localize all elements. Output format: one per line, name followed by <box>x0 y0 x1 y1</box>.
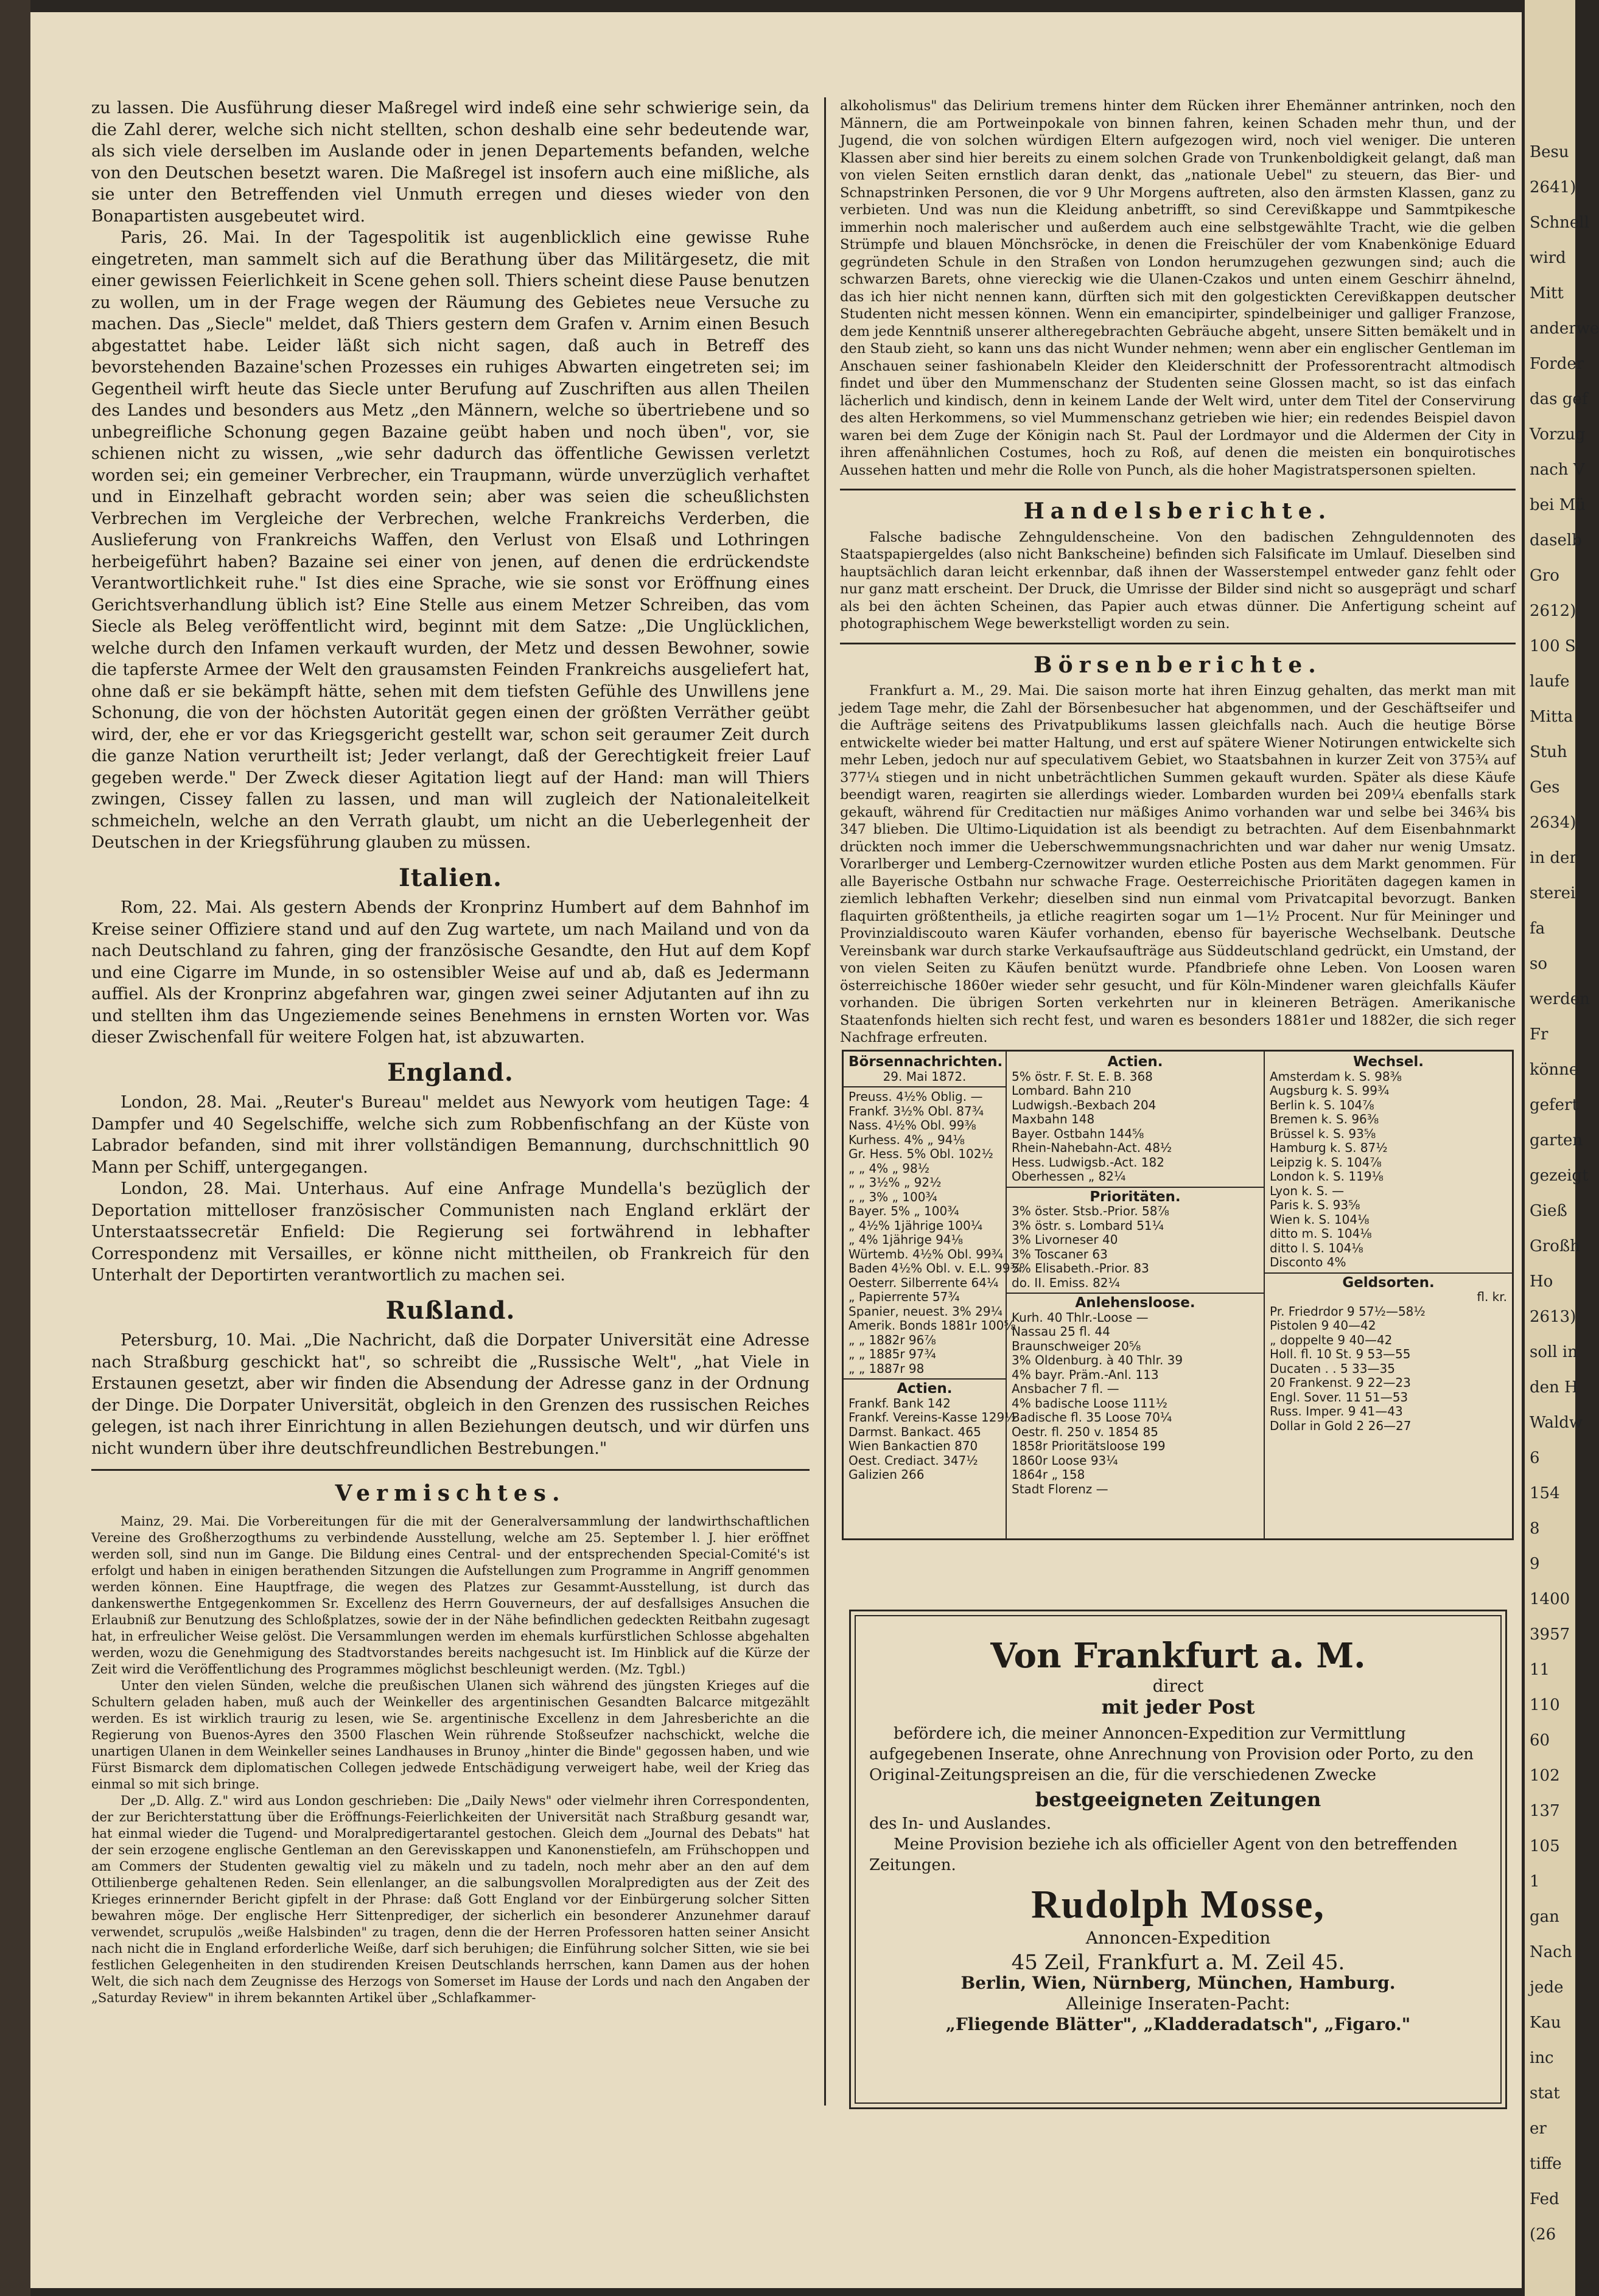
adjacent-page-fragment: werden <box>1530 990 1590 1008</box>
adjacent-page-fragment: gan <box>1530 1908 1559 1926</box>
adjacent-page-fragment: in der <box>1530 849 1577 867</box>
section-rule <box>91 1469 810 1471</box>
heading-russland: Rußland. <box>385 1296 516 1325</box>
heading-vermischtes: Vermischtes. <box>335 1481 566 1506</box>
newspaper-page <box>30 12 1522 2288</box>
exchange-row: Gr. Hess. 5% Obl. 102½ <box>848 1146 993 1161</box>
adjacent-page-fragment: 2613) <box>1530 1308 1576 1326</box>
adjacent-page-fragment: Mitta <box>1530 708 1573 726</box>
article-zehnguldenscheine: Falsche badische Zehnguldenscheine. Von den badischen Zehnguldennoten des Staatspapiergeldes (also nicht Bankscheine) befinden sich Falsificate im Umlauf. Dieselben sind hauptsächlich daran leicht erkennbar, daß ihnen der Wasserstempel entweder ganz fehlt oder nur ganz matt erscheint. Der Druck, die Umrisse der Bilder sind nicht so ausgeprägt und scharf als bei den ächten Scheinen, das Papier auch etwas dünner. Die Anfertigung scheint auf photographischem Wege bewerkstelligt worden zu sein. <box>840 529 1516 632</box>
adjacent-page-fragment: wird <box>1530 249 1566 267</box>
right-column <box>840 97 1516 1047</box>
adjacent-page-fragment: 105 <box>1530 1837 1560 1855</box>
adjacent-page-fragment: Forder <box>1530 355 1584 373</box>
exchange-row: Nass. 4½% Obl. 99⅜ <box>848 1118 976 1132</box>
actien-heading: Actien. <box>1107 1054 1163 1070</box>
exchange-row: Disconto 4% <box>1270 1255 1346 1269</box>
adjacent-page-fragment: Fr <box>1530 1025 1548 1044</box>
exchange-row: Bayer. Ostbahn 144⅝ <box>1012 1126 1144 1141</box>
article-paragraph: zu lassen. Die Ausführung dieser Maßregel wird indeß eine sehr schwierige sein, da die Zahl derer, welche sich nicht stellten, schon deshalb eine sehr bedeutende war, als sich viele derselben im Auslande oder in jenen Departements befanden, welche von den Deutschen besetzt waren. Die Maßregel ist insofern auch eine mißliche, als sie unter den Betreffenden viel Unmuth erregen und dieses wieder von den Bonapartisten ausgebeutet wird. <box>91 99 810 226</box>
exchange-row: Bayer. 5% „ 100¾ <box>848 1204 959 1218</box>
ad-papers: „Fliegende Blätter", „Kladderadatsch", „Figaro." <box>945 2014 1411 2034</box>
adjacent-page-fragment: Gro <box>1530 567 1559 585</box>
adjacent-page-fragment: 110 <box>1530 1696 1560 1714</box>
exchange-row: Oestr. fl. 250 v. 1854 85 <box>1012 1424 1158 1439</box>
exchange-column-1 <box>844 1052 1022 1538</box>
adjacent-page-fragment: 9 <box>1530 1555 1540 1573</box>
exchange-row: „ „ 1885r 97¾ <box>848 1347 936 1361</box>
exchange-row: 4% bayr. Präm.-Anl. 113 <box>1012 1367 1159 1382</box>
adjacent-page-fragment: Nach <box>1530 1943 1572 1961</box>
adjacent-page-fragment: (26 <box>1530 2225 1556 2244</box>
exchange-row: „ 4½% 1jährige 100¼ <box>848 1218 983 1233</box>
ad-address: 45 Zeil, Frankfurt a. M. Zeil 45. <box>1011 1950 1345 1975</box>
prioritaeten-list <box>1012 1204 1259 1290</box>
adjacent-page-fragment: 6 <box>1530 1449 1540 1467</box>
adjacent-page-fragment: Ho <box>1530 1272 1553 1291</box>
exchange-row: 3% Toscaner 63 <box>1012 1246 1108 1261</box>
bonds-list <box>848 1089 1022 1376</box>
ad-subtitle: Annoncen-Expedition <box>1085 1928 1271 1948</box>
exchange-row: Oberhessen „ 82¼ <box>1012 1169 1126 1184</box>
exchange-row: Spanier, neuest. 3% 29¼ <box>848 1303 1002 1319</box>
ad-direct: direct <box>1152 1676 1204 1696</box>
exchange-row: Maxbahn 148 <box>1012 1112 1095 1126</box>
adjacent-page-fragment: Vorzug <box>1530 425 1586 444</box>
exchange-date: 29. Mai 1872. <box>883 1069 967 1084</box>
exchange-column-2 <box>1007 1052 1265 1538</box>
exchange-row: London k. S. 119⅛ <box>1270 1169 1384 1184</box>
adjacent-page-fragment: garten <box>1530 1131 1583 1150</box>
adjacent-page-fragment: so <box>1530 955 1547 973</box>
adjacent-page-fragment: 137 <box>1530 1802 1560 1820</box>
article-london-3: Der „D. Allg. Z." wird aus London geschrieben: Die „Daily News" oder vielmehr ihren Correspondenten, der zur Berichterstattung über die Eröffnungs-Feierlichkeiten der Universität nach Straßburg gesandt war, hat einmal wieder die Tugend- und Moralpredigertarantel gestochen. Gleich dem „Journal des Debats" hat der sein erzogene englische Gentleman an den Gerevisskappen und Kanonenstiefeln, am Frühschoppen und am Commers der Studenten gewaltig viel zu mäkeln und zu tadeln, noch mehr aber an den auf dem Ottilienberge gehaltenen Reden. Sein ellenlanger, an die salbungsvollen Moralpredigten aus der Zeit des Krieges erinnernder Bericht gipfelt in der Phrase: daß Gott England vor der Einbürgerung solcher Sitten bewahren möge. Der englische Herr Sittenprediger, der sicherlich ein besonderer Anzunehmer darauf verwendet, scrupulös „weiße Halsbinden" zu tragen, denn die der Herren Professoren hatten seiner Ansicht nach nicht die in England erforderliche Weiße, darf sich beruhigen; die Einführung solcher Sitten, wie sie bei festlichen Gelegenheiten in den studirenden Kreisen Deutschlands herrschen, kann Damen aus der hohen Welt, die sich nach dem Zeugnisse des Herzogs von Somerset im Hause der Lords und nach den Angaben der „Saturday Review" in ihrem bekannten Artikel über „Schlafkammer- <box>91 1793 810 2005</box>
adjacent-page-fragment: Gieß <box>1530 1202 1567 1220</box>
heading-boersenberichte: Börsenberichte. <box>1034 652 1322 678</box>
section-rule <box>840 489 1516 490</box>
exchange-row: 20 Frankenst. 9 22—23 <box>1270 1375 1411 1390</box>
adjacent-page-fragment: Fed <box>1530 2190 1559 2208</box>
ad-text-2: des In- und Auslandes. <box>869 1815 1052 1833</box>
adjacent-page-fragment: 154 <box>1530 1484 1560 1502</box>
article-ulanen: Unter den vielen Sünden, welche die preußischen Ulanen sich während des jüngsten Krieges auf die Schultern geladen haben, muß auch der Weinkeller des argentinischen Gesandten Balcarce mitgezählt werden. Es ist wirklich traurig zu lesen, wie Se. argentinische Excellenz in dem Jahresberichte an die Regierung von Buenos-Ayres den 3500 Flaschen Wein rührende Stoßseufzer nachschickt, welche die unartigen Ulanen in dem Weinkeller seines Landhauses in Brunoy „hinter die Binde" gegossen haben, und wie Fürst Bismarck dem diplomatischen Collegen jedwede Entschädigung verweigert habe, weil der Krieg das einmal so mit sich bringe. <box>91 1678 810 1792</box>
exchange-row: Nassau 25 fl. 44 <box>1012 1324 1110 1339</box>
exchange-row: Darmst. Bankact. 465 <box>848 1424 981 1439</box>
exchange-row: Rhein-Nahebahn-Act. 48½ <box>1012 1140 1172 1155</box>
exchange-row: Frankf. 3½% Obl. 87¾ <box>848 1103 984 1118</box>
adjacent-page-fragment: Großh <box>1530 1237 1580 1255</box>
exchange-row: „ 4% 1jährige 94⅛ <box>848 1232 963 1247</box>
exchange-row: ditto l. S. 104⅛ <box>1270 1240 1363 1255</box>
exchange-row: Wien Bankactien 870 <box>848 1439 978 1453</box>
exchange-row: Berlin k. S. 104⅞ <box>1270 1097 1374 1112</box>
wechsel-list <box>1270 1070 1507 1270</box>
exchange-row: „ doppelte 9 40—42 <box>1270 1332 1393 1347</box>
exchange-row: „ „ 3% „ 100¾ <box>848 1189 937 1204</box>
exchange-row: Ducaten . . 5 33—35 <box>1270 1361 1395 1376</box>
adjacent-page-fragment: 1400 <box>1530 1590 1570 1608</box>
exchange-row: Russ. Imper. 9 41—43 <box>1270 1404 1403 1418</box>
adjacent-page-fragment: 102 <box>1530 1767 1560 1785</box>
exchange-title: Börsennachrichten. <box>848 1054 1003 1070</box>
adjacent-page-fragment: Stuh <box>1530 743 1567 761</box>
exchange-row: Leipzig k. S. 104⅞ <box>1270 1154 1382 1170</box>
exchange-row: Brüssel k. S. 93⅝ <box>1270 1126 1376 1141</box>
bank-actien-list <box>848 1395 1016 1482</box>
exchange-row: ditto m. S. 104⅛ <box>1270 1226 1372 1241</box>
ad-zeitungen: bestgeeigneten Zeitungen <box>1035 1788 1321 1811</box>
anlehensloose-heading: Anlehensloose. <box>1075 1295 1195 1311</box>
adjacent-page-fragment: Waldw <box>1530 1414 1583 1432</box>
adjacent-page-fragment: er <box>1530 2120 1547 2138</box>
exchange-row: „ „ 1882r 96⅞ <box>848 1332 936 1347</box>
adjacent-page-fragment: gezeigt <box>1530 1167 1589 1185</box>
exchange-row: 1860r Loose 93¼ <box>1012 1453 1118 1468</box>
wechsel-heading: Wechsel. <box>1352 1054 1424 1070</box>
article-london-2: London, 28. Mai. Unterhaus. Auf eine Anfrage Mundella's bezüglich der Deportation mittelloser französischer Communisten nach England erklärt der Unterstaatssecretär Enfield: Die Regierung sei fortwährend in lebhafter Correspondenz mit Versailles, er könne nicht mittheilen, ob Frankreich für den Unterhalt der Deportirten verantwortlich zu machen sei. <box>91 1179 810 1285</box>
exchange-row: Holl. fl. 10 St. 9 53—55 <box>1270 1347 1411 1361</box>
article-london-1: London, 28. Mai. „Reuter's Bureau" meldet aus Newyork vom heutigen Tage: 4 Dampfer und 40 Segelschiffe, welche sich zum Robbenfischfang an der Küste von Labrador befanden, sind mit ihrer vollständigen Bemannung, durchschnittlich 90 Mann per Schiff, untergegangen. <box>91 1093 810 1177</box>
exchange-row: Pr. Friedrdor 9 57½—58½ <box>1270 1303 1426 1319</box>
ad-pacht: Alleinige Inseraten-Pacht: <box>1066 1994 1290 2014</box>
ad-post: mit jeder Post <box>1101 1695 1255 1719</box>
exchange-row: 3% östr. s. Lombard 51¼ <box>1012 1218 1164 1233</box>
binding-spine <box>0 0 30 2296</box>
adjacent-page-fragment: jede <box>1530 1978 1564 1997</box>
adjacent-page-fragment: anderwe <box>1530 319 1599 338</box>
exchange-row: 5% Elisabeth.-Prior. 83 <box>1012 1261 1149 1275</box>
adjacent-page-fragment: sterei <box>1530 884 1576 902</box>
rail-actien-list <box>1012 1070 1259 1184</box>
exchange-row: „ „ 1887r 98 <box>848 1361 925 1376</box>
exchange-row: Hamburg k. S. 87½ <box>1270 1140 1388 1155</box>
article-continuation: alkoholismus" das Delirium tremens hinter dem Rücken ihrer Ehemänner antrinken, noch den Männern, die am Portweinpokale von binnen fahren, keinen Schaden mehr thun, und der Jugend, die von solchen würdigen Eltern aufgezogen wird, noch viel weniger. Die unteren Klassen aber sind hier bereits zu einem solchen Grade von Trunkenboldigkeit gelangt, daß man von vielen Seiten ernstlich daran denkt, das „nationale Uebel" zu steuern, das Bier- und Schnapstrinken Personen, die vor 9 Uhr Morgens auftreten, also den ärmsten Klassen, ganz zu verbieten. Und was nun die Kleidung anbetrifft, so sind Cerevißkappe und Sammtpikesche immerhin noch malerischer und außerdem auch eine selbstgewählte Tracht, wie die gelben Strümpfe und blauen Mönchsröcke, in denen die Freischüler der vom Knabenkönige Eduard gegründeten Schule in den Straßen von London herumzugehen gezwungen sind; auch die schwarzen Barets, ohne viereckig wie die Ulanen-Czakos und unten einem Geschirr ähnelnd, das ich hier nicht nennen kann, dürften sich mit den golgestickten Cerevißkappen deutscher Studenten nicht messen können. Wenn ein emancipirter, spindelbeiniger und galliger Franzose, dem jede Kenntniß unserer altheregebrachten Gebräuche abgeht, unsere Sitten bemäkelt und in den Staub zieht, so kann uns das nicht Wunder nehmen; wenn aber ein englischer Gentleman im Anschauen seiner fashionabeln Kleider den Kleiderschnitt der Professorentracht altmodisch findet und über den Mummenschanz der Studenten seine Glossen macht, so ist das einfach lächerlich und kindisch, denn in keinem Lande der Welt wird, unter dem Titel der Conservirung des alten Herkommens, so viel Mummenschanz getrieben wie hier; ein redendes Beispiel davon waren bei dem Zuge der Königin nach St. Paul der Lordmayor und die Aldermen der City in ihren affenähnlichen Costumes, hoch zu Roß, auf denen die meisten ein bonquirotisches Aussehen hatten und mehr die Rolle von Punch, als die hoher Magistratspersonen spielten. <box>840 98 1516 478</box>
exchange-row: Amsterdam k. S. 98⅜ <box>1270 1069 1402 1084</box>
adjacent-page-edge <box>1525 0 1599 2296</box>
ad-title: Von Frankfurt a. M. <box>990 1636 1366 1676</box>
advertisement-mosse <box>849 1610 1507 2109</box>
exchange-row: Amerik. Bonds 1881r 100⅝ <box>848 1318 1016 1333</box>
exchange-row: Preuss. 4½% Oblig. — <box>848 1089 983 1104</box>
ad-text-3: Meine Provision beziehe ich als officieller Agent von den betreffenden Zeitungen. <box>869 1835 1458 1874</box>
adjacent-page-fragment: Schnell <box>1530 214 1589 232</box>
exchange-row: „ „ 4% „ 98½ <box>848 1160 930 1176</box>
adjacent-page-fragment: 8 <box>1530 1520 1540 1538</box>
geldsorten-heading: Geldsorten. <box>1342 1274 1435 1291</box>
exchange-row: Hess. Ludwigsb.-Act. 182 <box>1012 1154 1164 1170</box>
exchange-row: Kurhess. 4% „ 94⅛ <box>848 1132 965 1147</box>
article-rom: Rom, 22. Mai. Als gestern Abends der Kronprinz Humbert auf dem Bahnhof im Kreise seiner Offiziere stand und auf den Zug wartete, um nach Mailand und von da nach Deutschland zu fahren, ging der französische Gesandte, den Hut auf dem Kopf und eine Cigarre im Munde, in so ostensibler Weise auf und ab, daß es Jedermann auffiel. Als der Kronprinz abgefahren war, gingen zwei seiner Adjutanten auf ihn zu und stellten ihm das Ungeziemende seines Benehmens in ernsten Worten vor. Was dieser Zwischenfall für weitere Folgen hat, ist abzuwarten. <box>91 898 810 1047</box>
exchange-row: Oesterr. Silberrente 64¼ <box>848 1275 999 1290</box>
adjacent-page-fragment: bei Mü <box>1530 496 1586 514</box>
exchange-row: 3% Livorneser 40 <box>1012 1232 1118 1247</box>
exchange-row: „ Papierrente 57¾ <box>848 1289 960 1304</box>
exchange-row: Bremen k. S. 96⅜ <box>1270 1112 1379 1126</box>
exchange-row: Frankf. Bank 142 <box>848 1395 951 1411</box>
adjacent-page-fragment: laufe <box>1530 672 1570 691</box>
adjacent-page-fragment: inc <box>1530 2049 1554 2067</box>
exchange-row: Kurh. 40 Thlr.-Loose — <box>1012 1310 1149 1325</box>
article-paris: Paris, 26. Mai. In der Tagespolitik ist augenblicklich eine gewisse Ruhe eingetreten, man sammelt sich auf die Berathung über das Militärgesetz, die mit einer gewissen Feierlichkeit in Scene gehen soll. Thiers scheint diese Pause benutzen zu wollen, um in der Frage wegen der Räumung des Gebietes neue Versuche zu machen. Das „Siecle" meldet, daß Thiers gestern dem Grafen v. Arnim einen Besuch abgestattet habe. Leider läßt sich nicht sagen, daß auch in Betreff des bevorstehenden Bazaine'schen Prozesses ein ruhiges Abwarten eingetreten sei; im Gegentheil wirft heute das Siecle unter Berufung auf Zuschriften aus allen Theilen des Landes und besonders aus Metz „den Männern, welche so übertriebene und so unbegreifliche Schonung gegen Bazaine geübt haben und noch üben", vor, sie schienen nicht zu wissen, „wie sehr dadurch das öffentliche Gewissen verletzt worden sei; ein gemeiner Verbrecher, ein Traupmann, würde unverzüglich verhaftet und in Einzelhaft gebracht worden sein; aber was seien die scheußlichsten Verbrechen im Vergleiche der Verbrechen, welche Frankreichs Verderben, die Auslieferung von Frankreichs Waffen, den Verlust von Elsaß und Lothringen herbeigeführt haben? Bazaine sei einer von jenen, auf denen die erdrückendste Verantwortlichkeit ruhe." Ist dies eine Sprache, wie sie sonst vor Eröffnung eines Gerichtsverhandlung üblich ist? Eine Stelle aus einem Metzer Schreiben, das vom Siecle als Beleg veröffentlicht wird, beginnt mit dem Satze: „Die Unglücklichen, welche durch den Infamen verkauft wurden, der Metz und dessen Bewohner, sowie die tapferste Armee der Welt den grausamsten Feinden Frankreichs ausgeliefert hat, ohne daß er sie bekämpft hätte, sehen mit dem tiefsten Gefühle des Unwillens jene Schonung, die von der höchsten Autorität gegen einen der größten Verräther geübt wird, der, ehe er vor das Kriegsgericht gestellt war, schon seit geraumer Zeit durch die ganze Nation verurtheilt ist; Jeder verlangt, daß der Gerechtigkeit freier Lauf gegeben werde." Der Zweck dieser Agitation liegt auf der Hand: man will Thiers zwingen, Cissey fallen zu lassen, und man will zugleich der Nationaleitelkeit schmeicheln, welche an den Verrath glaubt, um nicht an die Ueberlegenheit der Deutschen in der Kriegsführung glauben zu müssen. <box>91 228 810 852</box>
exchange-row: Ludwigsh.-Bexbach 204 <box>1012 1097 1156 1112</box>
exchange-row: 5% östr. F. St. E. B. 368 <box>1012 1069 1153 1084</box>
anlehensloose-list <box>1012 1311 1259 1497</box>
article-petersburg: Petersburg, 10. Mai. „Die Nachricht, daß die Dorpater Universität eine Adresse nach Straßburg geschickt hat", so schreibt die „Russische Welt", „hat Viele in Erstaunen gesetzt, aber wir finden die Absendung der Adresse ganz in der Ordnung der Dinge. Die Dorpater Universität, obgleich in den Grenzen des russischen Reiches gelegen, ist nach ihrer Einrichtung in allen Beziehungen deutsch, und wir dürfen uns nicht wundern über ihre deutschfreundlichen Bestrebungen." <box>91 1331 810 1458</box>
adjacent-page-fragment: Kau <box>1530 2014 1561 2032</box>
adjacent-page-fragment: könne <box>1530 1061 1579 1079</box>
exchange-row: Dollar in Gold 2 26—27 <box>1270 1418 1412 1433</box>
adjacent-page-fragment: den H <box>1530 1378 1578 1397</box>
exchange-row: Wien k. S. 104⅛ <box>1270 1212 1370 1227</box>
exchange-row: Lyon k. S. — <box>1270 1183 1345 1198</box>
geldsorten-list <box>1270 1305 1507 1434</box>
adjacent-page-fragment: 3957 <box>1530 1625 1570 1644</box>
heading-handelsberichte: Handelsberichte. <box>1023 498 1332 524</box>
exchange-row: Braunschweiger 20⅝ <box>1012 1338 1141 1353</box>
section-rule <box>840 643 1516 644</box>
exchange-row: Badische fl. 35 Loose 70¼ <box>1012 1410 1172 1425</box>
exchange-row: „ „ 3½% „ 92½ <box>848 1175 942 1190</box>
adjacent-page-fragment: daselb <box>1530 531 1582 550</box>
exchange-row: Stadt Florenz — <box>1012 1481 1108 1496</box>
adjacent-page-fragment: nach V <box>1530 461 1585 479</box>
exchange-row: Engl. Sover. 11 51—53 <box>1270 1389 1408 1404</box>
exchange-row: 3% öster. Stsb.-Prior. 58⅞ <box>1012 1204 1169 1218</box>
exchange-row: 3% Oldenburg. à 40 Thlr. 39 <box>1012 1353 1183 1367</box>
exchange-table <box>842 1050 1514 1540</box>
exchange-row: 1864r „ 158 <box>1012 1467 1085 1482</box>
adjacent-page-fragment: 2641) <box>1530 178 1576 197</box>
exchange-row: Oest. Crediact. 347½ <box>848 1453 978 1468</box>
exchange-row: Galizien 266 <box>848 1467 925 1482</box>
exchange-row: do. II. Emiss. 82¼ <box>1012 1275 1120 1290</box>
adjacent-page-fragment: Ges <box>1530 778 1560 797</box>
prioritaeten-heading: Prioritäten. <box>1090 1188 1181 1205</box>
left-column <box>91 97 810 2006</box>
adjacent-page-fragment: gefert <box>1530 1096 1578 1114</box>
heading-italien: Italien. <box>399 863 502 892</box>
exchange-row: Ansbacher 7 fl. — <box>1012 1381 1119 1396</box>
exchange-column-3 <box>1265 1052 1512 1538</box>
exchange-row: Frankf. Vereins-Kasse 129½ <box>848 1410 1016 1425</box>
ad-text: befördere ich, die meiner Annoncen-Expedition zur Vermittlung aufgegebenen Inserate, ohne Anrechnung von Provision oder Porto, zu den Original-Zeitungspreisen an die, für die verschiedenen Zwecke <box>869 1725 1474 1784</box>
article-mainz: Mainz, 29. Mai. Die Vorbereitungen für die mit der Generalversammlung der landwirthschaftlichen Vereine des Großherzogthums zu verbindende Ausstellung, welche am 25. September l. J. hier eröffnet werden soll, sind nun im Gange. Die Bildung eines Central- und der entsprechenden Special-Comité's ist erfolgt und haben in einigen berathenden Sitzungen die Aufstellungen zum Programme in Angriff genommen werden können. Eine Hauptfrage, die wegen des Platzes zur Gesammt-Ausstellung, ist durch das dankenswerthe Entgegenkommen Sr. Excellenz des Herrn Gouverneurs, der auf desfallsiges Ansuchen die Erlaubniß zur Benutzung des Schloßplatzes, sowie der in der Nähe befindlichen gedeckten Reitbahn zugesagt hat, in erfreulicher Weise gelöst. Die Versammlungen werden im ehemals kurfürstlichen Schlosse abgehalten werden, wozu die Genehmigung des Stadtvorstandes bereits nachgesucht ist. Im Hinblick auf die Kürze der Zeit wird die Veröffentlichung des Programmes möglichst beschleunigt werden. (Mz. Tgbl.) <box>91 1513 810 1677</box>
adjacent-page-fragment: Mitt <box>1530 284 1564 302</box>
adjacent-page-fragment: tiffe <box>1530 2155 1562 2173</box>
ad-cities: Berlin, Wien, Nürnberg, München, Hamburg. <box>960 1973 1396 1993</box>
exchange-row: Würtemb. 4½% Obl. 99¾ <box>848 1246 1004 1261</box>
adjacent-page-fragment: stat <box>1530 2084 1560 2102</box>
exchange-row: Baden 4½% Obl. v. E.L. 99¾ <box>848 1261 1022 1275</box>
exchange-row: 1858r Prioritätsloose 199 <box>1012 1439 1166 1453</box>
adjacent-page-fragment: 60 <box>1530 1731 1550 1750</box>
exchange-row: Lombard. Bahn 210 <box>1012 1083 1132 1098</box>
exchange-row: Augsburg k. S. 99¾ <box>1270 1083 1390 1098</box>
geldsorten-unit: fl. kr. <box>1477 1289 1507 1304</box>
exchange-row: Paris k. S. 93⅝ <box>1270 1198 1360 1212</box>
exchange-row: 4% badische Loose 111½ <box>1012 1395 1167 1411</box>
adjacent-page-fragment: 2634) <box>1530 814 1576 832</box>
adjacent-page-fragment: soll in <box>1530 1343 1578 1361</box>
heading-england: England. <box>387 1058 514 1087</box>
column-divider <box>824 97 826 2106</box>
adjacent-page-fragment: 1 <box>1530 1872 1540 1891</box>
adjacent-page-fragment: 2612) <box>1530 602 1576 620</box>
adjacent-page-fragment: Besu <box>1530 143 1569 161</box>
adjacent-page-fragment: 100 S <box>1530 637 1576 655</box>
adjacent-page-fragment: das gef <box>1530 390 1588 408</box>
actien-heading: Actien. <box>897 1381 953 1397</box>
adjacent-page-fragment: fa <box>1530 919 1545 938</box>
ad-company-name: Rudolph Mosse, <box>1031 1882 1325 1927</box>
adjacent-page-fragment: 11 <box>1530 1661 1550 1679</box>
exchange-row: Pistolen 9 40—42 <box>1270 1318 1376 1333</box>
article-frankfurt-boerse: Frankfurt a. M., 29. Mai. Die saison morte hat ihren Einzug gehalten, das merkt man mit jedem Tage mehr, die Zahl der Börsenbesucher hat abgenommen, und der Geschäftseifer und die Aufträge seitens des Privatpublikums lassen gleichfalls nach. Auch die heutige Börse entwickelte wieder bei matter Haltung, und erst auf spätere Wiener Notirungen entwickelte sich mehr Leben, jedoch nur auf speculativem Gebiet, wo Staatsbahnen in kurzer Zeit von 375¾ auf 377¼ stiegen und in nicht unbeträchtlichen Summen gekauft wurden. Später als diese Käufe beendigt waren, reagirten sie allerdings wieder. Lombarden wurden bei 209¼ ebenfalls stark gekauft, während für Creditactien nur mäßiges Animo vorhanden war und selbe bei 346¾ bis 347 blieben. Die Ultimo-Liquidation ist als beendigt zu betrachten. Auf dem Eisenbahnmarkt drückten noch immer die Ueberschwemmungsnachrichten und war daher nur wenig Umsatz. Vorarlberger und Lemberg-Czernowitzer wurden etliche Posten aus dem Markt genommen. Für alle Bayerische Ostbahn nur schwache Frage. Oesterreichische Prioritäten dagegen kamen in ziemlich lebhaften Verkehr; dieselben sind nun einmal vom Privatcapital bevorzugt. Banken flaquirten größtentheils, ja etliche reagirten sogar um 1—1½ Procent. Nur für Meininger und Provinzialdiscouto waren Käufer vorhanden, ebenso für bayerische Wechselbank. Deutsche Vereinsbank war durch starke Verkaufsaufträge aus Süddeutschland gedrückt, ein Umstand, der von vielen Seiten zu Käufen benützt wurde. Pfandbriefe ohne Leben. Von Loosen waren österreichische 1860er wieder sehr gesucht, und für Köln-Mindener waren gleichfalls Käufer vorhanden. Die übrigen Sorten verkehrten nur in kleineren Beträgen. Amerikanische Staatenfonds hielten sich recht fest, und waren es besonders 1881er und 1882er, die sich reger Nachfrage erfreuten. <box>840 683 1516 1045</box>
